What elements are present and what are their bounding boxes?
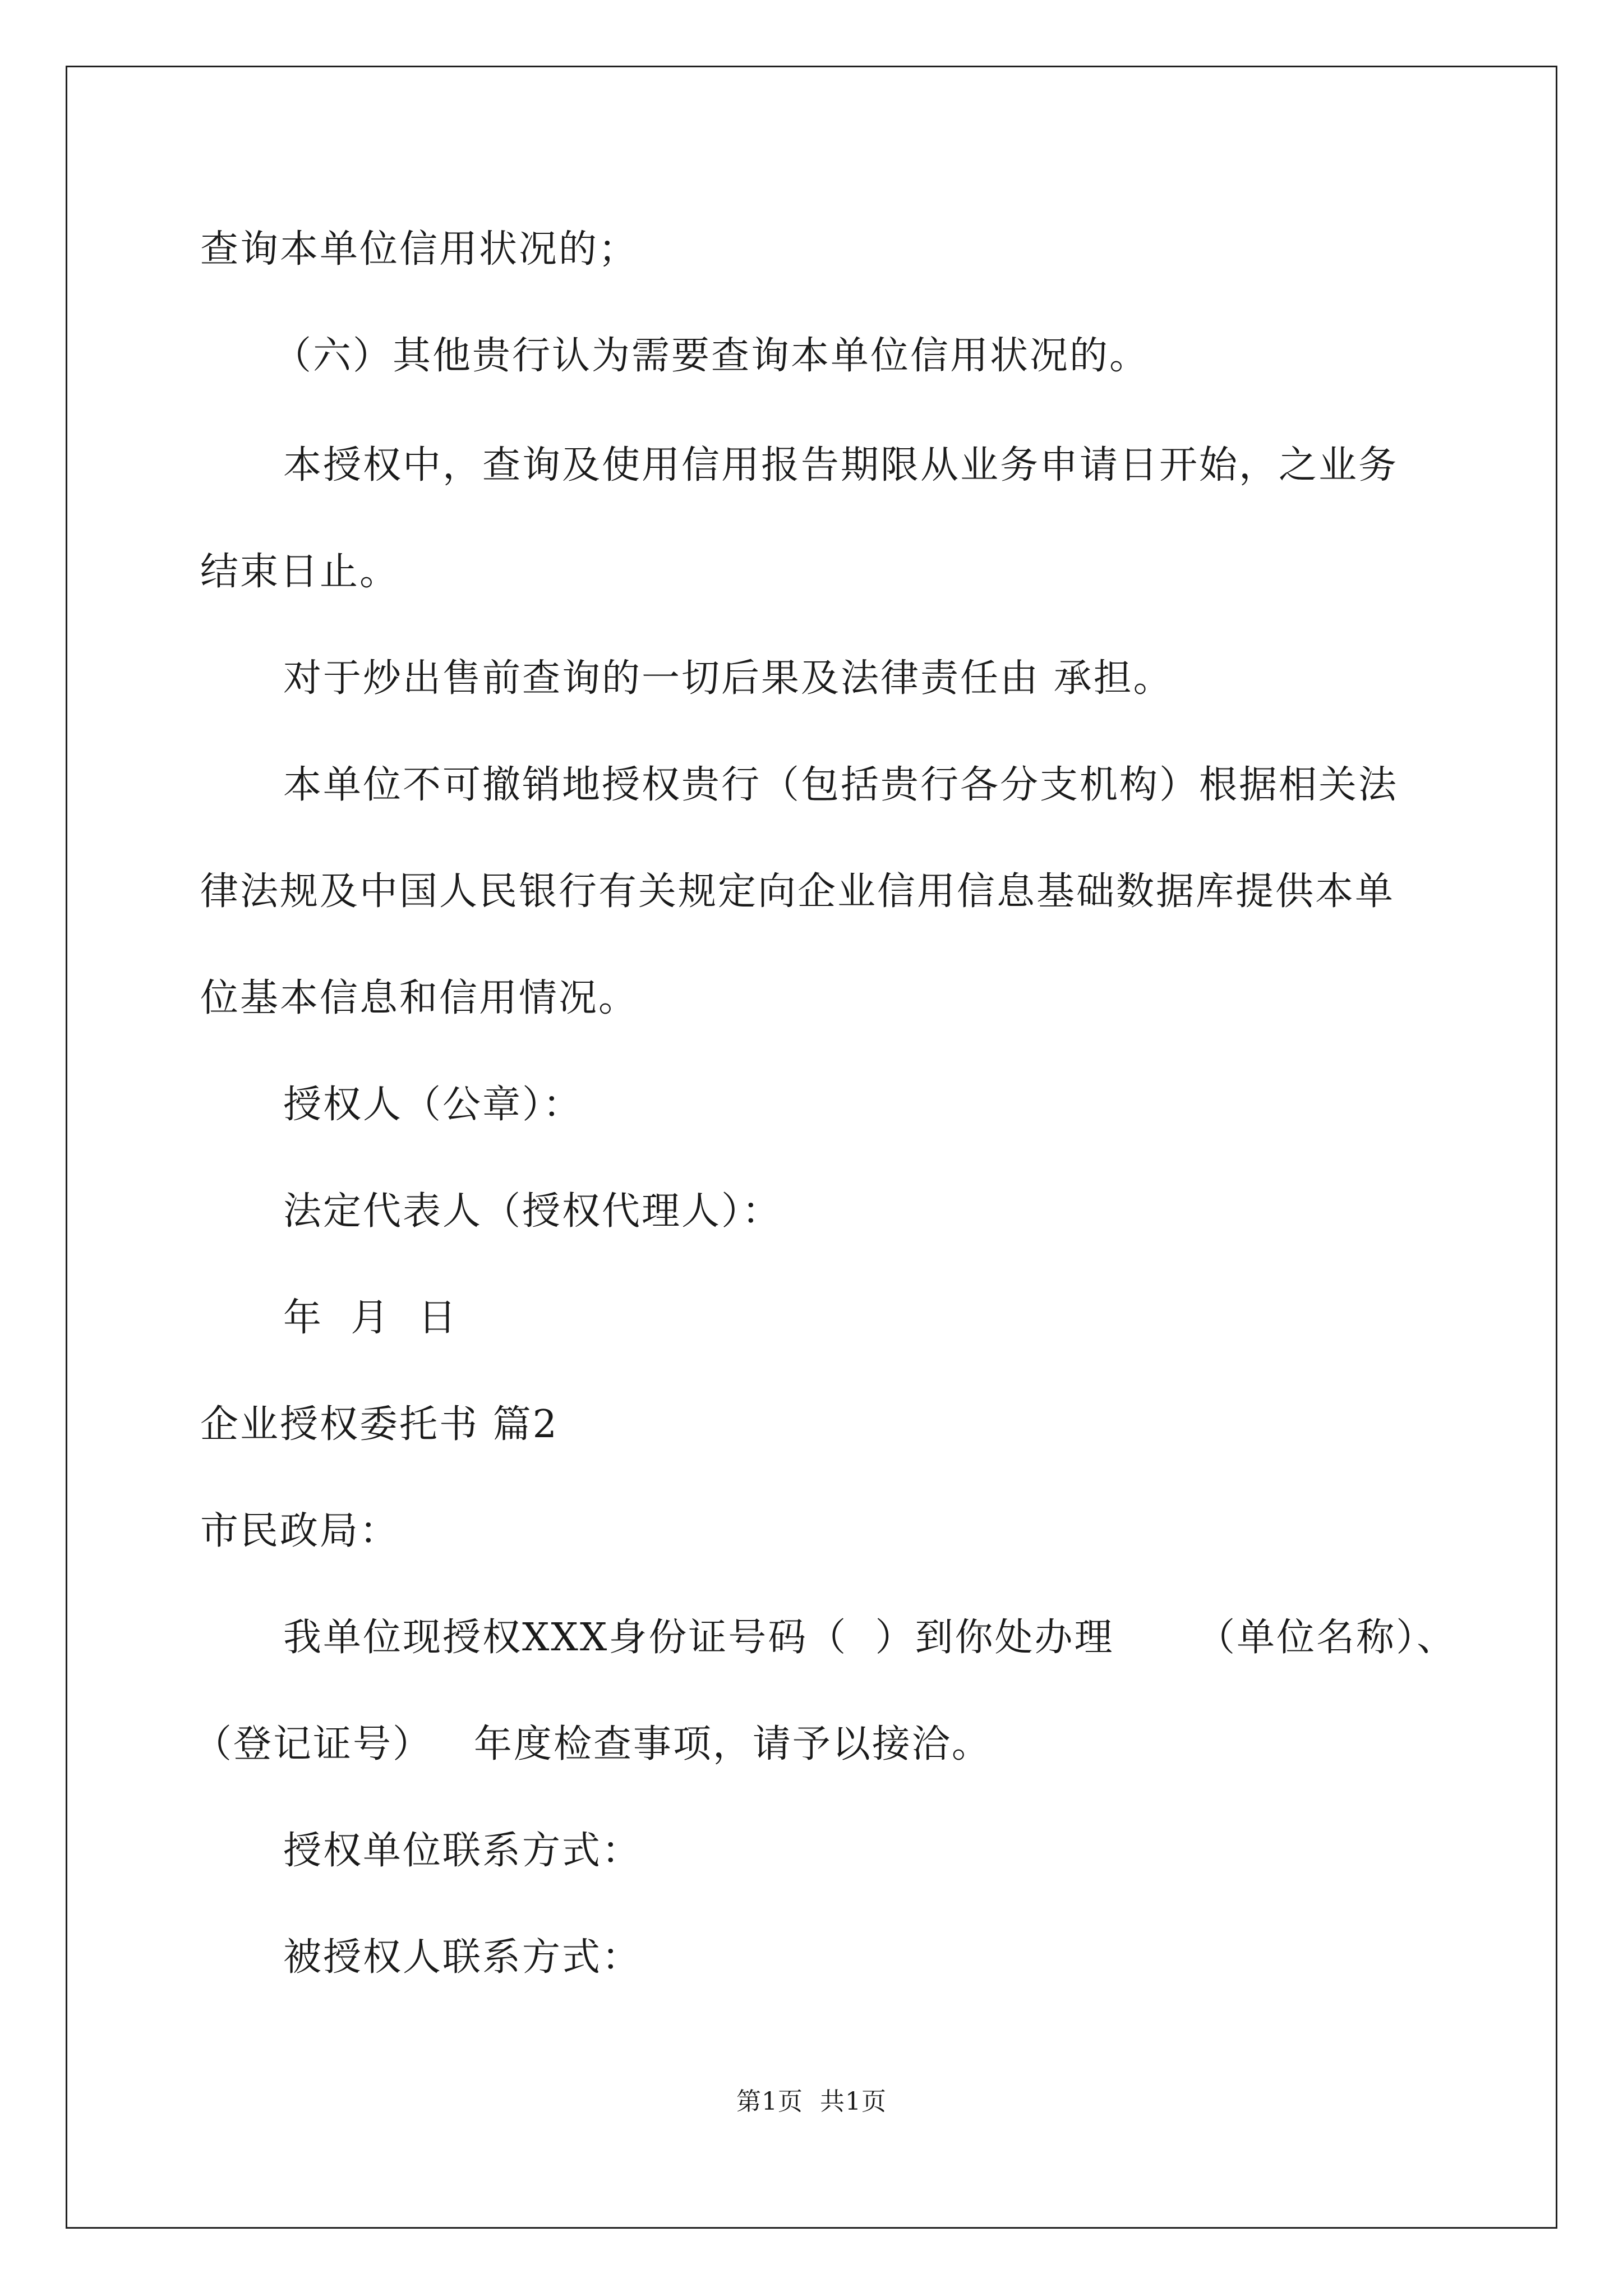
text-line: 查询本单位信用状况的； [200,227,639,272]
text-line: 我单位现授权XXX身份证号码（ ）到你处办理 （单位名称）、 [283,1616,1457,1660]
text-line: 被授权人联系方式： [283,1935,642,1980]
text-line: 结束日止。 [200,550,400,594]
text-line: 对于炒出售前查询的一切后果及法律责任由 承担。 [283,656,1173,701]
text-line: （六）其他贵行认为需要查询本单位信用状况的。 [273,334,1150,378]
text-line: 授权单位联系方式： [283,1829,642,1873]
text-line: 位基本信息和信用情况。 [200,976,639,1020]
text-line: （登记证号） 年度检查事项，请予以接洽。 [193,1722,992,1766]
date-line: 年 月 日 [283,1296,458,1340]
text-line: 律法规及中国人民银行有关规定向企业信用信息基础数据库提供本单 [200,869,1395,914]
text-line: 本授权中，查询及使用信用报告期限从业务申请日开始，之业务 [283,443,1399,487]
addressee: 市民政局： [200,1509,400,1553]
text-line: 授权人（公章）： [283,1083,583,1127]
page-footer: 第1页 共1页 [736,2087,887,2116]
page-border [66,66,1557,2229]
text-line: 本单位不可撤销地授权贵行（包括贵行各分支机构）根据相关法 [283,763,1399,807]
text-line: 法定代表人（授权代理人）： [283,1189,782,1234]
section-heading: 企业授权委托书 篇2 [200,1402,559,1447]
